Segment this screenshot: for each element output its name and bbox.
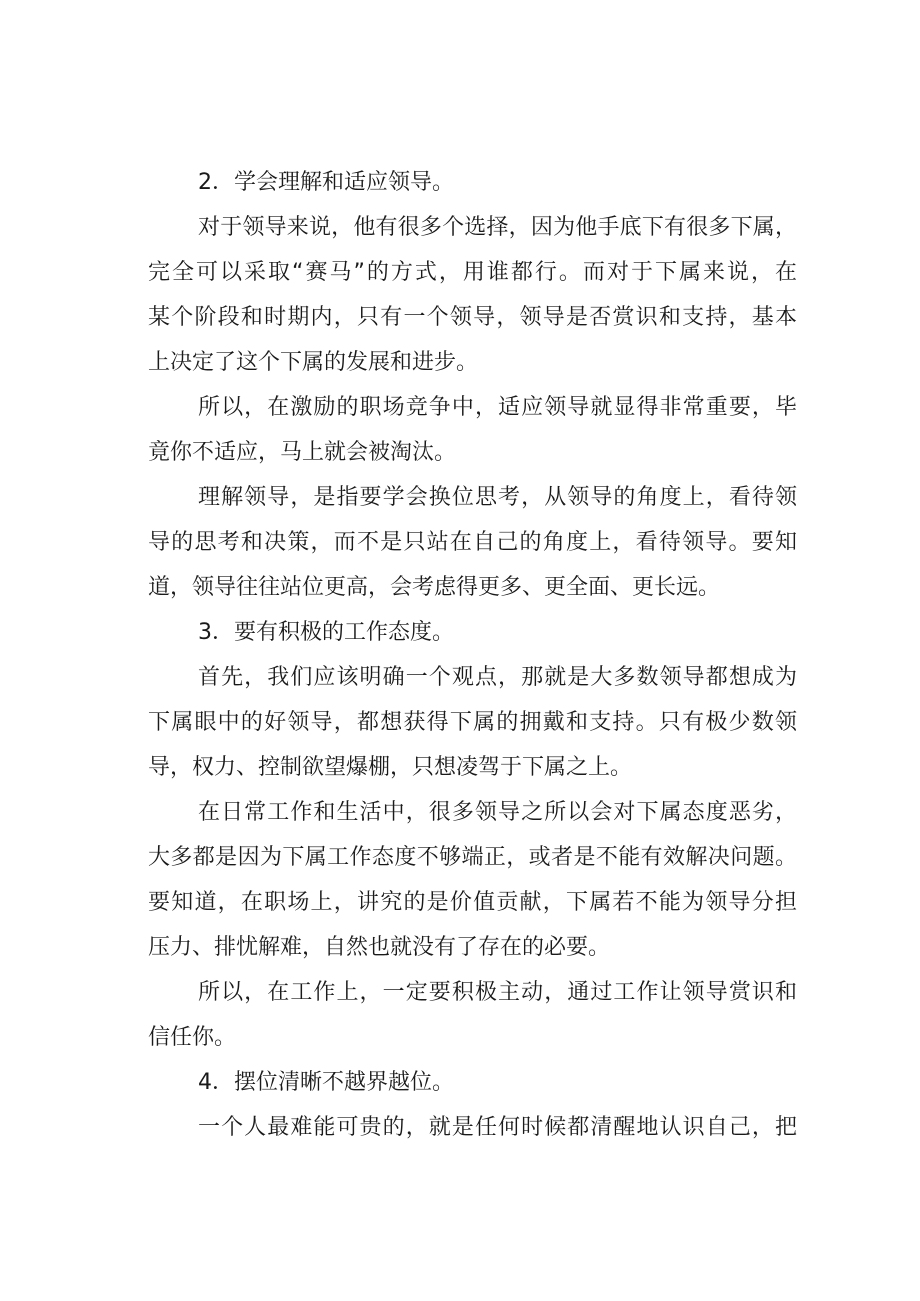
paragraph-line: 道，领导往往站位更高，会考虑得更多、更全面、更长远。: [148, 575, 721, 600]
paragraph-line: 完全可以采取“赛马”的方式，用谁都行。而对于下属来说，在: [148, 260, 797, 285]
section-heading: 2．学会理解和适应领导。: [198, 170, 454, 195]
section-heading: 4．摆位清晰不越界越位。: [198, 1070, 454, 1095]
paragraph-line: 信任你。: [148, 1025, 237, 1050]
paragraph-line: 理解领导，是指要学会换位思考，从领导的角度上，看待领: [198, 485, 797, 510]
paragraph-line: 压力、排忧解难，自然也就没有了存在的必要。: [148, 935, 611, 960]
paragraph-line: 所以，在工作上，一定要积极主动，通过工作让领导赏识和: [198, 980, 797, 1005]
paragraph-line: 要知道，在职场上，讲究的是价值贡献，下属若不能为领导分担: [148, 890, 797, 915]
paragraph-line: 对于领导来说，他有很多个选择，因为他手底下有很多下属，: [198, 215, 797, 240]
paragraph-line: 竟你不适应，马上就会被淘汰。: [148, 440, 457, 465]
paragraph-line: 上决定了这个下属的发展和进步。: [148, 350, 479, 375]
paragraph-line: 导，权力、控制欲望爆棚，只想凌驾于下属之上。: [148, 755, 633, 780]
paragraph-line: 导的思考和决策，而不是只站在自己的角度上，看待领导。要知: [148, 530, 797, 555]
paragraph-line: 所以，在激励的职场竞争中，适应领导就显得非常重要，毕: [198, 395, 797, 420]
paragraph-line: 某个阶段和时期内，只有一个领导，领导是否赏识和支持，基本: [148, 305, 797, 330]
paragraph-line: 首先，我们应该明确一个观点，那就是大多数领导都想成为: [198, 665, 797, 690]
paragraph-line: 大多都是因为下属工作态度不够端正，或者是不能有效解决问题。: [148, 845, 797, 870]
paragraph-line: 在日常工作和生活中，很多领导之所以会对下属态度恶劣，: [198, 800, 797, 825]
paragraph-line: 下属眼中的好领导，都想获得下属的拥戴和支持。只有极少数领: [148, 710, 797, 735]
paragraph-line: 一个人最难能可贵的，就是任何时候都清醒地认识自己，把: [198, 1115, 797, 1140]
section-heading: 3．要有积极的工作态度。: [198, 620, 454, 645]
